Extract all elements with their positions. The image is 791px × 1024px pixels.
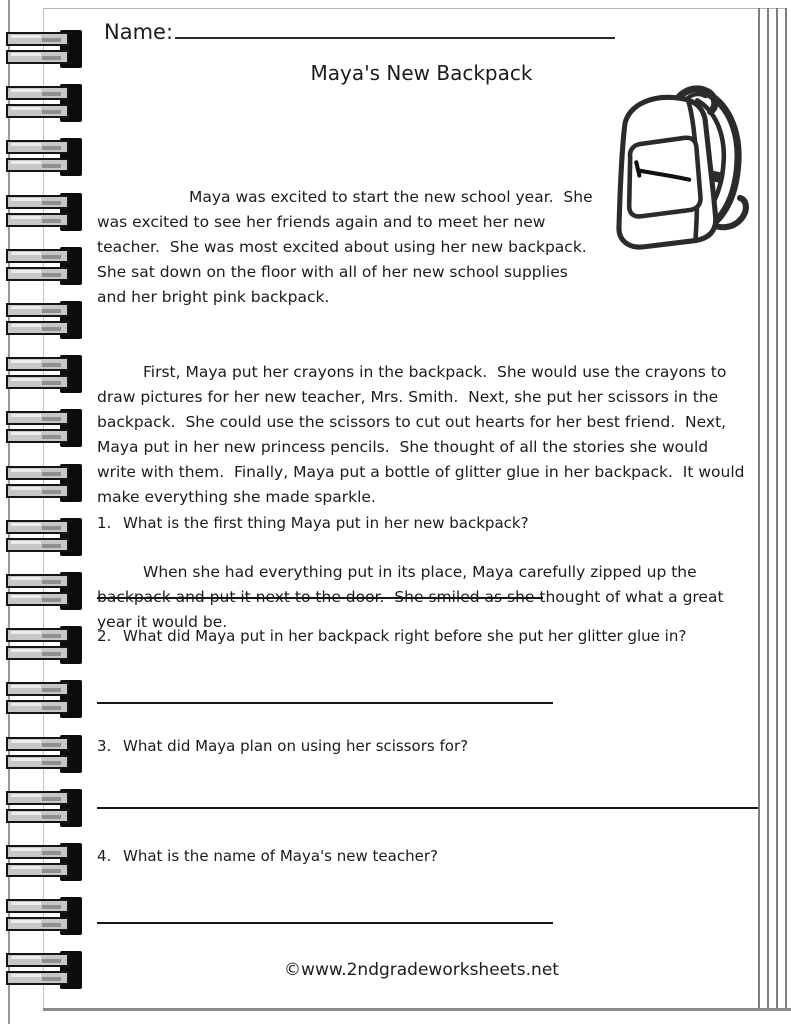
- binding-ring: [6, 951, 82, 989]
- binding-ring: [6, 84, 82, 122]
- question-text: What did Maya plan on using her scissors for?: [123, 737, 469, 755]
- answer-line[interactable]: [97, 597, 543, 599]
- page-stack-line: [776, 8, 778, 1010]
- binding-ring: [6, 464, 82, 502]
- footer-credit: ©www.2ndgradeworksheets.net: [284, 960, 559, 980]
- question-number: 1.: [97, 514, 112, 532]
- question-text: What is the name of Maya's new teacher?: [123, 847, 438, 865]
- question-item: [97, 845, 758, 867]
- binding-ring: [6, 789, 82, 827]
- binding-ring: [6, 626, 82, 664]
- binding-ring: [6, 30, 82, 68]
- name-input-line[interactable]: [175, 14, 615, 39]
- binding-ring: [6, 301, 82, 339]
- binding-ring: [6, 518, 82, 556]
- question-item: [97, 625, 758, 647]
- illustration-text-wrap-spacer: [594, 135, 746, 321]
- story-paragraph: First, Maya put her crayons in the backpack. She would use the crayons to draw pictures for her new teacher, Mrs. Smith. Next, she put her scissors in the backpack. She could use the scissors to cut out hearts for her best friend. Next, Maya put in her new princess pencils. She thought of all the stories she would write with them. Finally, Maya put a bottle of glitter glue in her backpack. It would make everything she made sparkle.: [97, 363, 750, 506]
- question-item: [97, 512, 758, 534]
- binding-ring: [6, 897, 82, 935]
- page-border-bottom: [43, 1008, 791, 1011]
- question-text: What is the first thing Maya put in her new backpack?: [123, 514, 529, 532]
- binding-ring: [6, 247, 82, 285]
- answer-line[interactable]: [97, 922, 553, 924]
- page-stack-line: [785, 8, 787, 1010]
- answer-line[interactable]: [97, 702, 553, 704]
- worksheet-title: Maya's New Backpack: [310, 61, 533, 85]
- story-paragraph: Maya was excited to start the new school year. She was excited to see her friends again and to meet her new teacher. She was most excited about using her new backpack. She sat down on the floor with all of her new school supplies and her bright pink backpack.: [97, 188, 598, 306]
- question-item: [97, 735, 758, 757]
- binding-ring: [6, 193, 82, 231]
- binding-ring: [6, 355, 82, 393]
- binding-ring: [6, 735, 82, 773]
- binding-ring: [6, 843, 82, 881]
- name-row: [104, 14, 615, 44]
- question-text: What did Maya put in her backpack right before she put her glitter glue in?: [123, 627, 687, 645]
- name-label: Name:: [104, 20, 174, 44]
- page-border-top: [43, 8, 787, 9]
- binding-ring: [6, 409, 82, 447]
- answer-line[interactable]: [97, 807, 758, 809]
- binding-ring: [6, 138, 82, 176]
- binding-ring: [6, 680, 82, 718]
- question-number: 4.: [97, 847, 112, 865]
- spiral-binding: [0, 0, 90, 1024]
- question-number: 2.: [97, 627, 112, 645]
- story-paragraph: When she had everything put in its place, Maya carefully zipped up the backpack and put it next to the door. She smiled as she thought of what a great year it would be.: [97, 563, 729, 631]
- question-number: 3.: [97, 737, 112, 755]
- binding-ring: [6, 572, 82, 610]
- page-stack-line: [767, 8, 769, 1010]
